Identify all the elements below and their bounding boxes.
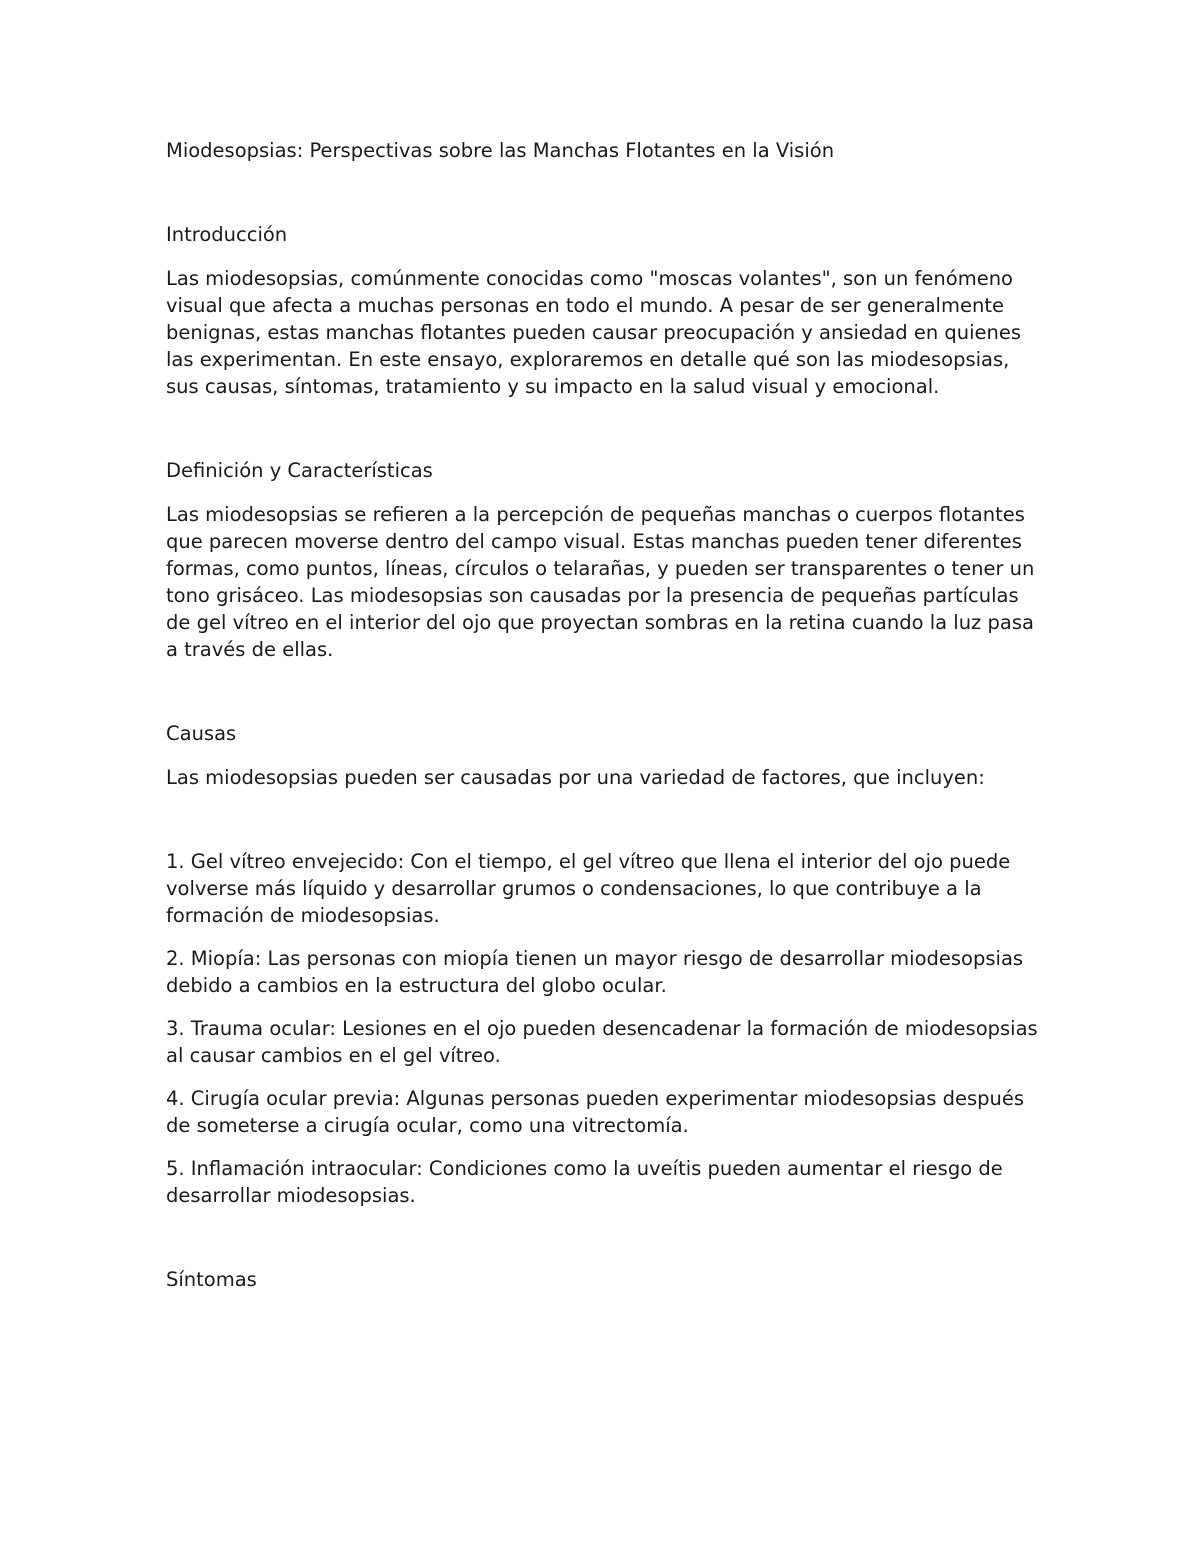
document-body [166,137,1046,1310]
section-paragraph-definicion: Las miodesopsias se refieren a la percepción de pequeñas manchas o cuerpos flotantes que parecen moverse dentro del campo visual. Estas manchas pueden tener diferentes formas, como puntos, líneas, círculos o telarañas, y pueden ser transparentes o tener un tono grisáceo. Las miodesopsias son causadas por la presencia de pequeñas partículas de gel vítreo en el interior del ojo que proyectan sombras en la retina cuando la luz pasa a través de ellas. [166,503,1035,661]
section-heading-introduccion: Introducción [166,223,288,246]
list-item: 4. Cirugía ocular previa: Algunas personas pueden experimentar miodesopsias después de someterse a cirugía ocular, como una vitrectomía. [166,1087,1025,1137]
section-heading-sintomas: Síntomas [166,1268,257,1291]
section-paragraph-introduccion: Las miodesopsias, comúnmente conocidas como "moscas volantes", son un fenómeno visual que afecta a muchas personas en todo el mundo. A pesar de ser generalmente benignas, estas manchas flotantes pueden causar preocupación y ansiedad en quienes las experimentan. En este ensayo, exploraremos en detalle qué son las miodesopsias, sus causas, síntomas, tratamiento y su impacto en la salud visual y emocional. [166,267,1022,398]
section-heading-causas: Causas [166,722,237,745]
list-item: 2. Miopía: Las personas con miopía tienen un mayor riesgo de desarrollar miodesopsias debido a cambios en la estructura del globo ocular. [166,947,1024,997]
section-heading-definicion: Definición y Características [166,459,433,482]
list-item: 3. Trauma ocular: Lesiones en el ojo pueden desencadenar la formación de miodesopsias al causar cambios en el gel vítreo. [166,1017,1038,1067]
section-paragraph-causas: Las miodesopsias pueden ser causadas por una variedad de factores, que incluyen: [166,766,985,789]
document-title: Miodesopsias: Perspectivas sobre las Manchas Flotantes en la Visión [166,139,835,162]
list-item: 5. Inflamación intraocular: Condiciones como la uveítis pueden aumentar el riesgo de desarrollar miodesopsias. [166,1157,1003,1207]
list-item: 1. Gel vítreo envejecido: Con el tiempo, el gel vítreo que llena el interior del ojo puede volverse más líquido y desarrollar grumos o condensaciones, lo que contribuye a la formación de miodesopsias. [166,850,1011,927]
